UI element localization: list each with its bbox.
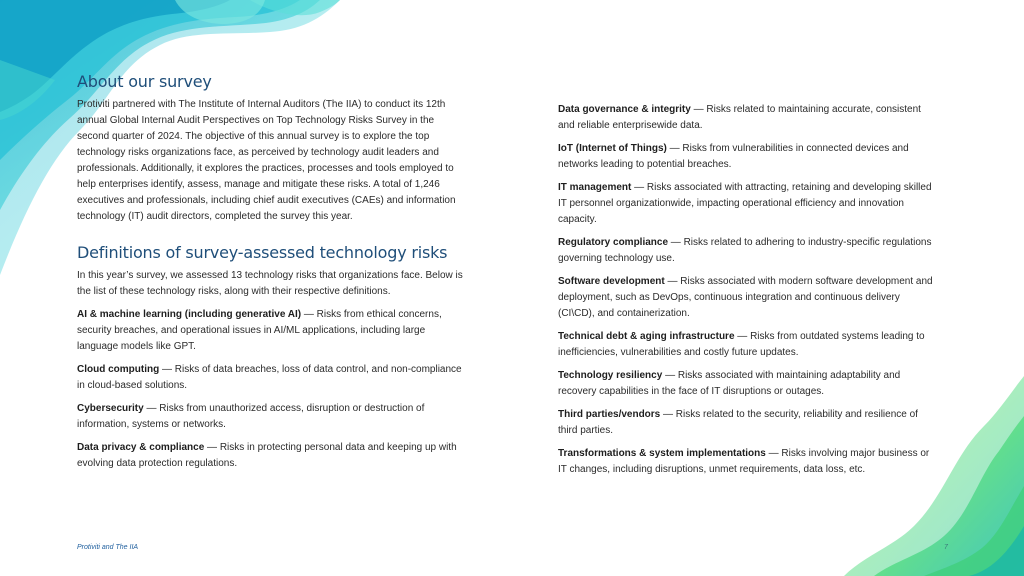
risk-term: Transformations & system implementations [558, 448, 766, 459]
risk-term: Software development [558, 276, 665, 287]
right-column [558, 102, 938, 478]
risk-definition [77, 307, 469, 355]
risk-description: — Risks associated with attracting, retaining and developing skilled IT personnel organizationwide, impacting operational efficiency and innovation capacity. [558, 182, 932, 225]
risk-description: — Risks from outdated systems leading to inefficiencies, vulnerabilities and costly future updates. [558, 331, 925, 358]
risk-definition [558, 274, 938, 322]
footer-brand: Protiviti and The IIA [77, 544, 139, 551]
risk-description: — Risks in protecting personal data and keeping up with evolving data protection regulations. [77, 442, 457, 469]
left-column [77, 72, 469, 472]
risk-definition [558, 446, 938, 478]
risk-definition [558, 329, 938, 361]
risk-description: — Risks involving major business or IT changes, including disruptions, unmet requirements, data loss, etc. [558, 448, 930, 475]
risk-description: — Risks associated with maintaining adaptability and recovery capabilities in the face of IT disruptions or outages. [558, 370, 901, 397]
risk-definition [558, 180, 938, 228]
page-number: 7 [944, 544, 948, 551]
risk-term: IoT (Internet of Things) [558, 143, 667, 154]
risk-description: — Risks from vulnerabilities in connected devices and networks leading to potential breaches. [558, 143, 909, 170]
risk-term: Cybersecurity [77, 403, 144, 414]
risk-definition [77, 401, 469, 433]
risk-term: Third parties/vendors [558, 409, 661, 420]
risk-definition [558, 141, 938, 173]
risk-definition [77, 440, 469, 472]
survey-description: Protiviti partnered with The Institute of Internal Auditors (The IIA) to conduct its 12th annual Global Internal Audit Perspectives on Top Technology Risks Survey in the second quarter of 2024. The objective of this annual survey is to explore the top technology risks organizations face, as perceived by technology audit leaders and professionals. Additionally, it explores the practices, processes and tools employed to help enterprises identify, assess, manage and mitigate these risks. A total of 1,246 executives and professionals, including chief audit executives (CAEs) and information technology (IT) audit directors, completed the survey this year. [77, 99, 456, 222]
risk-term: Cloud computing [77, 364, 160, 375]
risk-description: — Risks related to the security, reliability and resilience of third parties. [558, 409, 918, 436]
risk-term: IT management [558, 182, 632, 193]
risk-term: Data privacy & compliance [77, 442, 205, 453]
risk-description: — Risks of data breaches, loss of data control, and non-compliance in cloud-based solutions. [77, 364, 462, 391]
risk-definition [558, 235, 938, 267]
risk-description: — Risks from ethical concerns, security breaches, and operational issues in AI/ML applications, including large language models like GPT. [77, 309, 442, 352]
risk-term: AI & machine learning (including generative AI) [77, 309, 302, 320]
survey-heading: About our survey [77, 72, 212, 91]
risk-description: — Risks from unauthorized access, disruption or destruction of information, systems or networks. [77, 403, 425, 430]
definitions-intro: In this year’s survey, we assessed 13 technology risks that organizations face. Below is the list of these technology risks, along with their respective definitions. [77, 270, 463, 297]
risk-definition [558, 368, 938, 400]
risk-term: Data governance & integrity [558, 104, 691, 115]
risk-definition [558, 102, 938, 134]
risk-description: — Risks associated with modern software development and deployment, such as DevOps, continuous integration and continuous delivery (CI\CD), and containerization. [558, 276, 933, 319]
risk-term: Technical debt & aging infrastructure [558, 331, 735, 342]
risk-description: — Risks related to adhering to industry-specific regulations governing technology use. [558, 237, 932, 264]
risk-term: Regulatory compliance [558, 237, 669, 248]
risk-term: Technology resiliency [558, 370, 663, 381]
risk-definition [77, 362, 469, 394]
risk-definition [558, 407, 938, 439]
definitions-heading: Definitions of survey-assessed technology risks [77, 243, 448, 262]
risk-description: — Risks related to maintaining accurate, consistent and reliable enterprisewide data. [558, 104, 921, 131]
